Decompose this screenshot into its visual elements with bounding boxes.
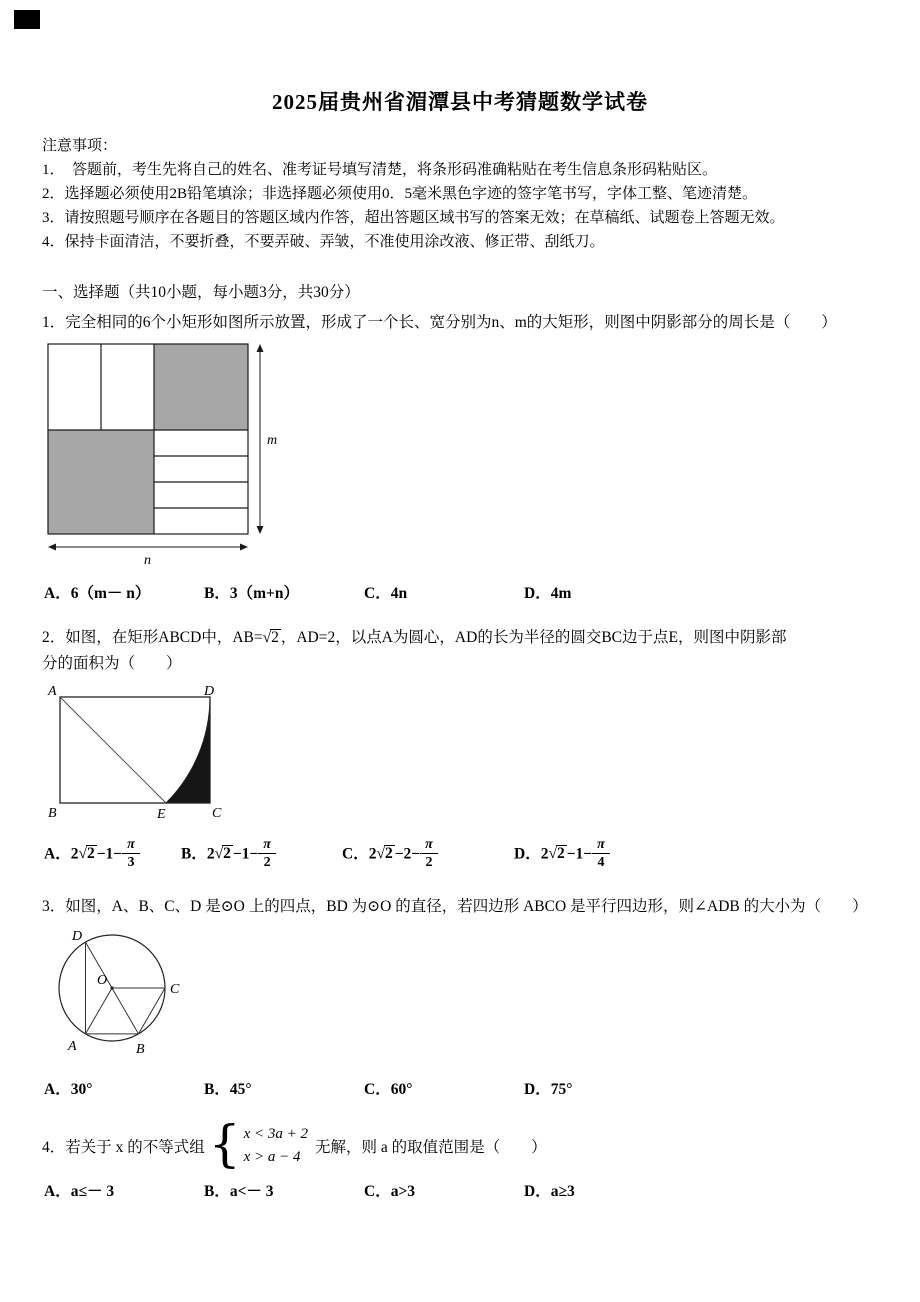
vertex-label-c: C	[212, 806, 222, 821]
q4-option-d: D．a≥3	[524, 1182, 575, 1200]
notice-item-4: 4．保持卡面清洁，不要折叠，不要弄破、弄皱，不准使用涂改液、修正带、刮纸刀。	[42, 234, 605, 250]
sqrt-expression: √2	[214, 845, 231, 863]
fraction: $\frac{\pi}{3}$	[122, 837, 140, 871]
notice-item-3: 3．请按照题号顺序在各题目的答题区域内作答，超出答题区域书写的答案无效；在草稿纸、试题卷上答题无效。	[42, 210, 785, 226]
q3-text: 3．如图，A、B、C、D 是⊙O 上的四点，BD 为⊙O 的直径，若四边形 ABCO 是平行四边形，则∠ADB 的大小为（ ）	[42, 897, 868, 915]
q1-text: 1．完全相同的6个小矩形如图所示放置，形成了一个长、宽分别为n、m的大矩形，则图中阴影部分的周长是（ ）	[42, 314, 837, 331]
page-title: 2025届贵州省湄潭县中考猜题数学试卷	[272, 90, 648, 114]
point-label-b: B	[136, 1041, 145, 1057]
q1-figure-svg	[46, 342, 284, 568]
q1-option-c: C．4n	[364, 585, 408, 602]
vertex-label-d: D	[204, 684, 215, 699]
q4-inequality-system	[244, 1123, 308, 1169]
q1-option-d: D．4m	[524, 585, 572, 602]
q2-option-d: D．2√2 −1− $\frac{\pi}{4}$	[514, 838, 674, 872]
brace-symbol: {	[208, 1114, 241, 1173]
q2-option-b: B．2√2 −1− $\frac{\pi}{2}$	[181, 838, 342, 872]
q2-option-a: A．2√2 −1− $\frac{\pi}{3}$	[44, 838, 181, 872]
radical-sign: √	[262, 629, 272, 646]
fraction: $\frac{\pi}{2}$	[420, 837, 438, 871]
q2-text-part1: 2．如图，在矩形ABCD中，AB=	[42, 629, 263, 646]
vertex-label-a: A	[48, 684, 57, 699]
q2-figure	[46, 683, 878, 830]
chords-and-sides	[86, 942, 166, 1034]
q2-text-part2: ，AD=2，以点A为圆心，AD的长为半径的圆交BC边于点E，则图中阴影部	[280, 629, 787, 646]
line-ae	[60, 697, 166, 803]
q3-options	[44, 1077, 878, 1099]
shaded-region	[166, 697, 210, 803]
sqrt-expression: √2	[78, 845, 95, 863]
radical-sign: √	[214, 845, 224, 863]
fraction: $\frac{\pi}{2}$	[258, 837, 276, 871]
q4-option-a: A．a≤－ 3	[44, 1182, 115, 1200]
q2-options	[44, 838, 878, 872]
point-label-c: C	[170, 981, 180, 997]
q1-figure	[46, 342, 878, 573]
center-point	[110, 986, 113, 989]
q4-option-c: C．a>3	[364, 1182, 416, 1200]
question-2	[42, 625, 878, 872]
dimension-label-n: n	[144, 553, 151, 568]
inequality-bottom: x > a − 4	[243, 1148, 301, 1165]
radicand: 2	[271, 629, 279, 646]
radical-sign: √	[548, 845, 557, 863]
question-1	[42, 310, 878, 603]
point-label-a: A	[68, 1038, 77, 1054]
q2-option-c: C．2√2 −2− $\frac{\pi}{2}$	[342, 838, 514, 872]
shaded-regions	[48, 344, 248, 534]
q3-option-d: D．75°	[524, 1080, 573, 1098]
notice-item-1: 1． 答题前，考生先将自己的姓名、准考证号填写清楚，将条形码准确粘贴在考生信息条形码粘贴区。	[42, 162, 718, 178]
q3-figure-svg	[46, 926, 191, 1064]
fraction: $\frac{\pi}{4}$	[592, 837, 610, 871]
center-label-o: O	[97, 972, 108, 988]
point-label-d: D	[72, 928, 83, 944]
q4-text-before: 4．若关于 x 的不等式组	[42, 1138, 205, 1156]
q2-figure-svg	[46, 683, 241, 825]
q3-option-c: C．60°	[364, 1080, 413, 1098]
q3-option-b: B．45°	[204, 1080, 252, 1098]
point-label-e: E	[157, 807, 166, 822]
q4-text	[42, 1114, 878, 1173]
q3-figure	[46, 926, 878, 1069]
question-3	[42, 894, 878, 1099]
q4-options	[44, 1179, 878, 1201]
section-heading: 一、选择题（共10小题，每小题3分，共30分）	[42, 284, 360, 301]
q2-text-part3: 分的面积为（ ）	[42, 655, 182, 672]
vertex-label-b: B	[48, 806, 57, 821]
corner-mark	[14, 10, 40, 29]
notice-item-2: 2．选择题必须使用2B铅笔填涂；非选择题必须使用0．5毫米黑色字迹的签字笔书写，字体工整、笔迹清楚。	[42, 186, 758, 202]
question-4	[42, 1114, 878, 1201]
q3-option-a: A．30°	[44, 1080, 93, 1098]
sqrt-expression: √2	[376, 845, 393, 863]
notice-heading: 注意事项：	[42, 138, 118, 154]
radical-sign: √	[376, 845, 385, 863]
q1-option-b: B．3（m+n）	[204, 585, 299, 602]
q4-text-after: 无解，则 a 的取值范围是（ ）	[314, 1138, 547, 1156]
q1-options	[44, 581, 878, 603]
q4-option-b: B．a<－ 3	[204, 1182, 274, 1200]
q2-text	[42, 625, 878, 677]
sqrt-expression: √2	[548, 845, 565, 863]
dimension-label-m: m	[267, 433, 278, 448]
sqrt-expression	[263, 629, 281, 646]
q1-option-a: A．6（m－ n）	[44, 585, 151, 602]
radical-sign: √	[78, 845, 87, 863]
inequality-top: x < 3a + 2	[243, 1125, 308, 1142]
